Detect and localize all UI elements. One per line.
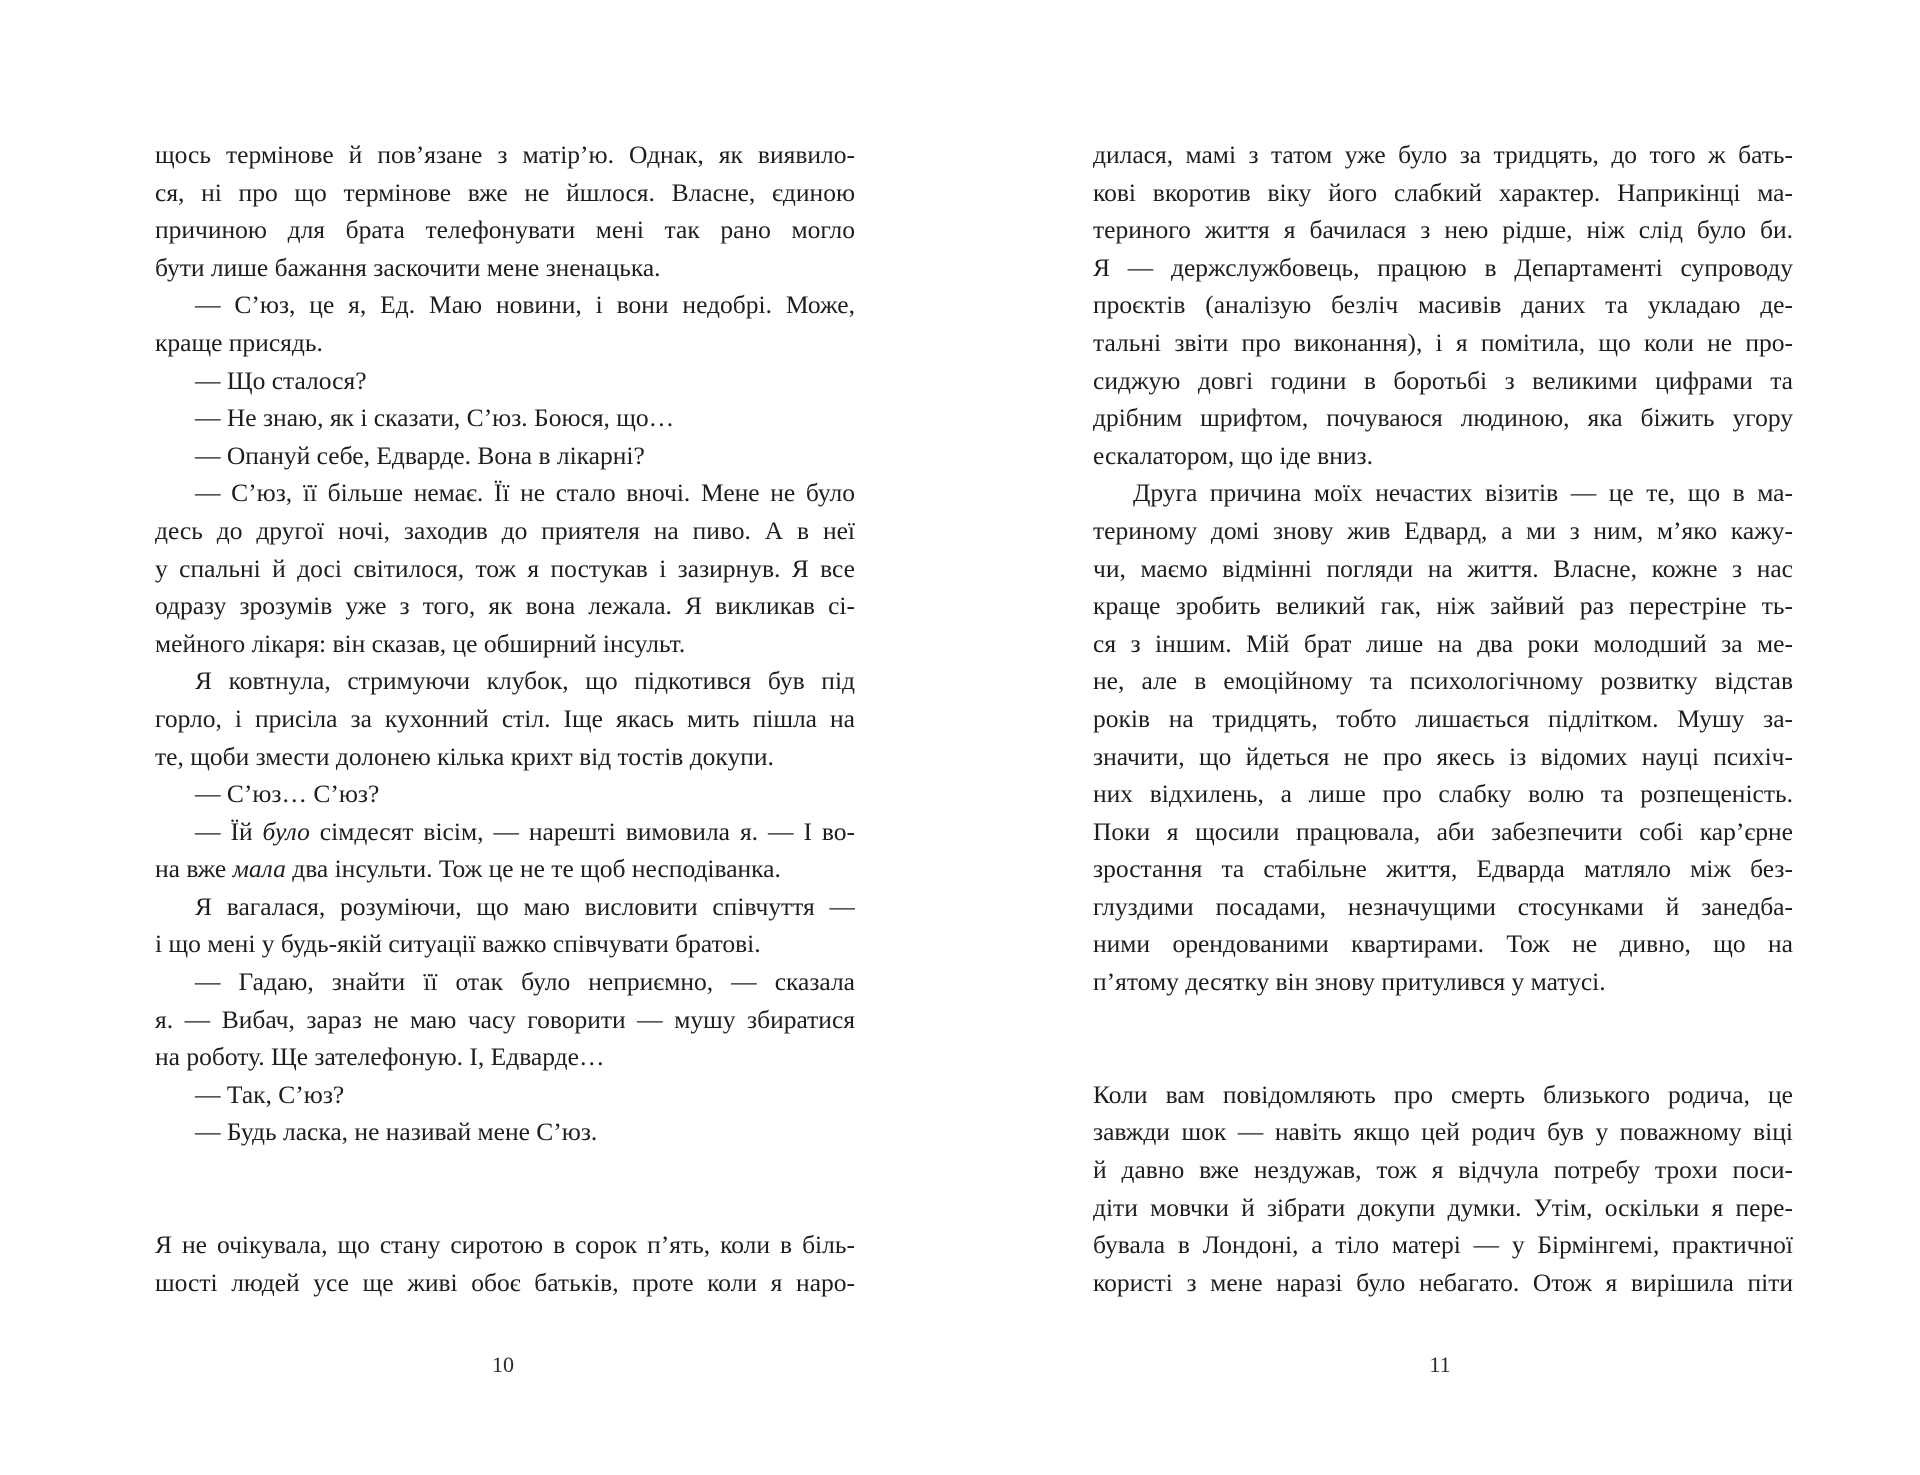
text-line: користі з мене наразі було небагато. Отож я вирішила піти	[1093, 1267, 1793, 1297]
text-line: дилася, мамі з татом уже було за тридцять, до того ж бать-	[1093, 140, 1793, 169]
text-line: Я вагалася, розуміючи, що маю висловити співчуття —	[195, 891, 855, 921]
text-line: ся, ні про що термінове вже не йшлося. Власне, єдиною	[155, 177, 855, 207]
text-line: причиною для брата телефонувати мені так рано могло	[155, 215, 855, 245]
text-line: — Будь ласка, не називай мене С’юз.	[195, 1117, 598, 1147]
text-line: — Так, С’юз?	[195, 1079, 345, 1109]
text-line: ескалатором, що іде вниз.	[1093, 440, 1373, 470]
text-line: у спальні й досі світилося, тож я постукав і зазирнув. Я все	[155, 553, 855, 583]
page-number-right: 11	[1429, 1352, 1451, 1377]
text-line: одразу зрозумів уже з того, як вона лежала. Я викликав сі-	[155, 591, 855, 621]
left-page	[155, 136, 855, 1301]
text-line: глуздими посадами, незначущими стосунками й занедба-	[1093, 891, 1793, 921]
text-line: Поки я щосили працювала, аби забезпечити собі кар’єрне	[1093, 816, 1793, 846]
text-run: два інсульти. Тож це не те щоб несподіванка.	[285, 854, 781, 884]
text-line: дрібним шрифтом, почуваюся людиною, яка біжить угору	[1093, 403, 1793, 433]
text-line: я. — Вибач, зараз не маю часу говорити — мушу збиратися	[155, 1004, 855, 1034]
text-line: сиджую довгі години в боротьбі з великими цифрами та	[1093, 365, 1793, 395]
text-line: й давно вже нездужав, тож я відчула потребу трохи поси-	[1093, 1155, 1793, 1185]
text-line	[155, 813, 855, 851]
text-line: Коли вам повідомляють про смерть близького родича, це	[1093, 1079, 1793, 1109]
text-line	[155, 850, 855, 888]
text-line: Я — держслужбовець, працюю в Департаменті супроводу	[1093, 252, 1793, 282]
text-line: — С’юз… С’юз?	[195, 779, 380, 809]
text-line: — С’юз, її більше немає. Її не стало вночі. Мене не було	[195, 478, 855, 508]
text-line: краще зробить великий гак, ніж зайвий раз перестріне ть-	[1093, 591, 1793, 621]
text-line: — Що сталося?	[195, 365, 367, 395]
right-page	[1093, 136, 1793, 1301]
text-line: краще присядь.	[155, 327, 323, 357]
text-line: не, але в емоційному та психологічному розвитку відстав	[1093, 666, 1793, 696]
text-line: тальні звіти про виконання), і я помітила, що коли не про-	[1093, 327, 1793, 357]
text-line: ся з іншим. Мій брат лише на два роки молодший за ме-	[1093, 628, 1793, 658]
text-line: те, щоби змести долонею кілька крихт від тостів докупи.	[155, 741, 774, 771]
text-line: Друга причина моїх нечастих візитів — це те, що в ма-	[1133, 478, 1793, 508]
text-line: і що мені у будь-якій ситуації важко співчувати братові.	[155, 929, 761, 959]
text-line: років на тридцять, тобто лишається підлітком. Мушу за-	[1093, 703, 1793, 733]
section-break	[155, 1151, 855, 1226]
italic-word: мала	[232, 854, 286, 884]
text-line: десь до другої ночі, заходив до приятеля на пиво. А в неї	[155, 515, 855, 545]
text-line: проєктів (аналізую безліч масивів даних та укладаю де-	[1093, 290, 1793, 320]
text-line: — С’юз, це я, Ед. Маю новини, і вони недобрі. Може,	[195, 290, 855, 320]
text-run: сімдесят вісім, — нарешті вимовила я. — І во-	[309, 816, 855, 846]
text-line: них відхилень, а лише про слабку волю та розпещеність.	[1093, 779, 1793, 809]
text-line: п’ятому десятку він знову притулився у матусі.	[1093, 967, 1606, 997]
text-line: Я ковтнула, стримуючи клубок, що підкотився був під	[195, 666, 855, 696]
text-line: діти мовчки й зібрати докупи думки. Утім, оскільки я пере-	[1093, 1192, 1793, 1222]
text-run: — Їй	[195, 816, 263, 846]
text-line: зростання та стабільне життя, Едварда матляло між без-	[1093, 854, 1793, 884]
text-line: кові вкоротив віку його слабкий характер. Наприкінці ма-	[1093, 177, 1793, 207]
text-line: завжди шок — навіть якщо цей родич був у поважному віці	[1093, 1117, 1793, 1147]
text-line: — Не знаю, як і сказати, С’юз. Боюся, що…	[195, 403, 675, 433]
text-line: ними орендованими квартирами. Тож не дивно, що на	[1093, 929, 1793, 959]
section-break	[1093, 1001, 1793, 1076]
text-line: — Гадаю, знайти її отак було неприємно, — сказала	[195, 967, 855, 997]
text-line: значити, що йдеться не про якесь із відомих науці психіч-	[1093, 741, 1793, 771]
text-line: горло, і присіла за кухонний стіл. Іще якась мить пішла на	[155, 703, 855, 733]
page-number-left: 10	[492, 1352, 514, 1377]
text-line: бути лише бажання заскочити мене зненацька.	[155, 252, 661, 282]
text-line: мейного лікаря: він сказав, це обширний інсульт.	[155, 628, 686, 658]
text-run: на вже	[155, 854, 233, 884]
text-line: щось термінове й пов’язане з матір’ю. Однак, як виявило-	[155, 140, 855, 169]
text-line: чи, маємо відмінні погляди на життя. Власне, кожне з нас	[1093, 553, 1793, 583]
italic-word: було	[262, 816, 310, 846]
text-line: теринoму домі знову жив Едвард, а ми з ним, м’яко кажу-	[1093, 515, 1793, 545]
text-line: Я не очікувала, що стану сиротою в сорок п’ять, коли в біль-	[155, 1230, 855, 1260]
text-line: — Опануй себе, Едварде. Вона в лікарні?	[195, 440, 645, 470]
text-line: шості людей усе ще живі обоє батьків, проте коли я наро-	[155, 1267, 855, 1297]
text-line: бувала в Лондоні, а тіло матері — у Бірмінгемі, практичної	[1093, 1230, 1793, 1260]
text-line: териного життя я бачилася з нею рідше, ніж слід було би.	[1093, 215, 1793, 245]
text-line: на роботу. Ще зателефоную. І, Едварде…	[155, 1042, 605, 1072]
